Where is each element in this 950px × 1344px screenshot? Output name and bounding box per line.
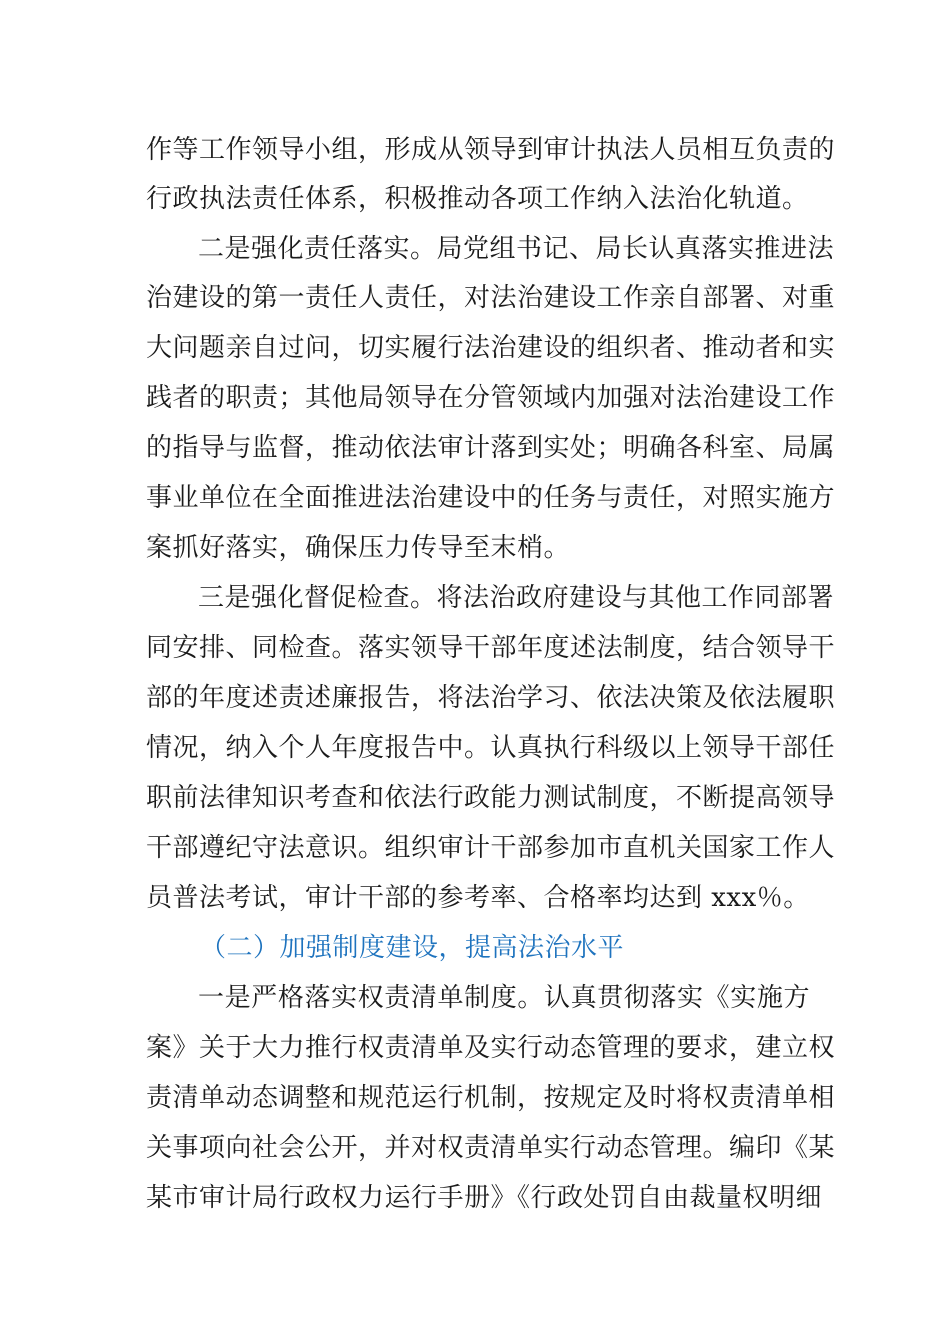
body-text-line: 同安排、同检查。落实领导干部年度述法制度，结合领导干 (146, 633, 836, 663)
body-text-line: 一是严格落实权责清单制度。认真贯彻落实《实施方 (198, 983, 810, 1013)
body-text-line: 职前法律知识考查和依法行政能力测试制度，不断提高领导 (146, 783, 836, 813)
body-text-line: 践者的职责；其他局领导在分管领域内加强对法治建设工作 (146, 383, 836, 413)
section-heading: （二）加强制度建设，提高法治水平 (200, 933, 625, 963)
body-text-line: 行政执法责任体系，积极推动各项工作纳入法治化轨道。 (146, 184, 809, 214)
body-text-line: 情况，纳入个人年度报告中。认真执行科级以上领导干部任 (146, 733, 836, 763)
body-text-line: 某市审计局行政权力运行手册》《行政处罚自由裁量权明细 (146, 1183, 823, 1213)
body-text-line: 二是强化责任落实。局党组书记、局长认真落实推进法 (198, 234, 835, 264)
body-text-line: 案抓好落实，确保压力传导至末梢。 (146, 533, 571, 563)
body-text-line: 作等工作领导小组，形成从领导到审计执法人员相互负责的 (146, 135, 836, 165)
body-text-line: 三是强化督促检查。将法治政府建设与其他工作同部署 (198, 583, 835, 613)
body-text-line: 关事项向社会公开，并对权责清单实行动态管理。编印《某 (146, 1133, 836, 1163)
body-text-line: 责清单动态调整和规范运行机制，按规定及时将权责清单相 (146, 1083, 836, 1113)
body-text-line: 案》关于大力推行权责清单及实行动态管理的要求，建立权 (146, 1033, 836, 1063)
body-text-line: 事业单位在全面推进法治建设中的任务与责任，对照实施方 (146, 483, 836, 513)
body-text-line: 干部遵纪守法意识。组织审计干部参加市直机关国家工作人 (146, 833, 836, 863)
body-text-line: 治建设的第一责任人责任，对法治建设工作亲自部署、对重 (146, 283, 836, 313)
body-text-line: 大问题亲自过问，切实履行法治建设的组织者、推动者和实 (146, 333, 836, 363)
body-text-line: 员普法考试，审计干部的参考率、合格率均达到 xxx％。 (146, 883, 810, 913)
body-text-line: 部的年度述责述廉报告，将法治学习、依法决策及依法履职 (146, 683, 836, 713)
body-text-line: 的指导与监督，推动依法审计落到实处；明确各科室、局属 (146, 433, 836, 463)
